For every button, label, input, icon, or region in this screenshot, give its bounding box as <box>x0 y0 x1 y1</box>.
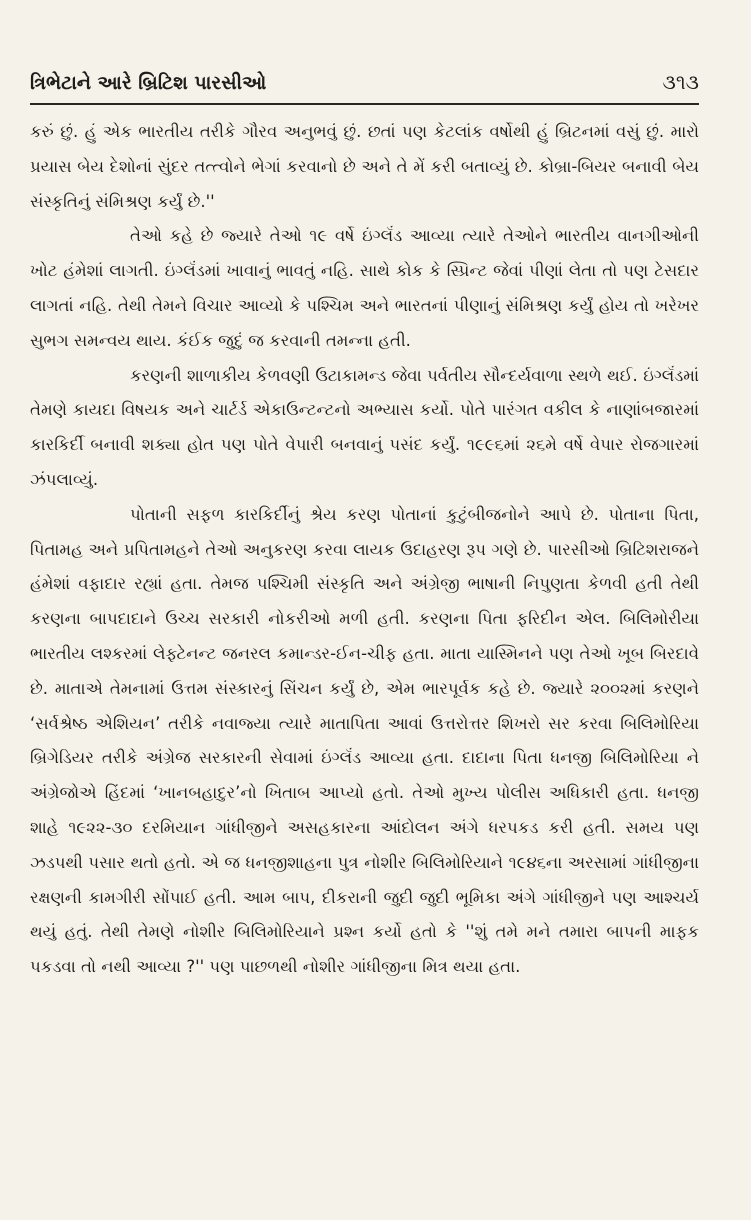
running-header <box>30 68 699 97</box>
paragraph-2: તેઓ કહે છે જ્યારે તેઓ ૧૯ વર્ષે ઇંગ્લૅંડ આવ્યા ત્યારે તેઓને ભારતીય વાનગીઓની ખોટ હંમેશાં લાગતી. ઇંગ્લૅંડમાં ખાવાનું ભાવતું નહિ. સાથે કોક કે સ્પ્રિન્ટ જેવાં પીણાં લેતા તો પણ ટેસદાર લાગતાં નહિ. તેથી તેમને વિચાર આવ્યો કે પશ્ચિમ અને ભારતનાં પીણાનું સંમિશ્રણ કર્યું હોય તો ખરેખર સુભગ સમન્વય થાય. કંઈક જુદું જ કરવાની તમન્ના હતી. <box>30 226 699 350</box>
header-rule <box>30 103 699 105</box>
paragraph-1: કરું છું. હું એક ભારતીય તરીકે ગૌરવ અનુભવું છું. છતાં પણ કેટલાંક વર્ષોથી હું બ્રિટનમાં વસું છું. મારો પ્રયાસ બેય દેશોનાં સુંદર તત્ત્વોને ભેગાં કરવાનો છે અને તે મેં કરી બતાવ્યું છે. કોબ્રા-બિયર બનાવી બેય સંસ્કૃતિનું સંમિશ્રણ કર્યું છે.'' <box>30 122 699 211</box>
paragraph-4: પોતાની સફળ કારકિર્દીનું શ્રેય કરણ પોતાનાં કુટુંબીજનોને આપે છે. પોતાના પિતા, પિતામહ અને પ્રપિતામહને તેઓ અનુકરણ કરવા લાયક ઉદાહરણ રૂપ ગણે છે. પારસીઓ બ્રિટિશરાજને હંમેશાં વફાદાર રહ્યાં હતા. તેમજ પશ્ચિમી સંસ્કૃતિ અને અંગ્રેજી ભાષાની નિપુણતા કેળવી હતી તેથી કરણના બાપદાદાને ઉચ્ચ સરકારી નોકરીઓ મળી હતી. કરણના પિતા ફરિદીન એલ. બિલિમોરીયા ભારતીય લશ્કરમાં લેફ્ટેનન્ટ જનરલ કમાન્ડર-ઈન-ચીફ હતા. માતા યાસ્મિનને પણ તેઓ ખૂબ બિરદાવે છે. માતાએ તેમનામાં ઉત્તમ સંસ્કારનું સિંચન કર્યું છે, એમ ભારપૂર્વક કહે છે. જ્યારે ૨૦૦૨માં કરણને ‘સર્વશ્રેષ્ઠ એશિયન’ તરીકે નવાજ્યા ત્યારે માતાપિતા આવાં ઉત્તરોત્તર શિખરો સર કરવા બિલિમોરિયા બ્રિગેડિયર તરીકે અંગ્રેજ સરકારની સેવામાં ઇંગ્લૅંડ આવ્યા હતા. દાદાના પિતા ધનજી બિલિમોરિયા ને અંગ્રેજોએ હિંદમાં ‘ખાનબહાદુર’નો ખિતાબ આપ્યો હતો. તેઓ મુખ્ય પોલીસ અધિકારી હતા. ધનજી શાહે ૧૯૨૨-૩૦ દરમિયાન ગાંધીજીને અસહકારના આંદોલન અંગે ધરપકડ કરી હતી. સમય પણ ઝડપથી પસાર થતો હતો. એ જ ધનજીશાહના પુત્ર નોશીર બિલિમોરિયાને ૧૯૪૬ના અરસામાં ગાંધીજીના રક્ષણની કામગીરી સોંપાઈ હતી. આમ બાપ, દીકરાની જુદી જુદી ભૂમિકા અંગે ગાંધીજીને પણ આશ્ચર્ય થયું હતું. તેથી તેમણે નોશીર બિલિમોરિયાને પ્રશ્ન કર્યો હતો કે ''શું તમે મને તમારા બાપની માફક પકડવા તો નથી આવ્યા ?'' પણ પાછળથી નોશીર ગાંધીજીના મિત્ર થયા હતા. <box>30 504 699 977</box>
page-number: ૩૧૩ <box>662 70 699 94</box>
paragraph-3: કરણની શાળાકીય કેળવણી ઉટાકામન્ડ જેવા પર્વતીય સૌન્દર્યવાળા સ્થળે થઈ. ઇંગ્લૅંડમાં તેમણે કાયદા વિષયક અને ચાર્ટર્ડ એકાઉન્ટન્ટનો અભ્યાસ કર્યો. પોતે પારંગત વકીલ કે નાણાંબજારમાં કારકિર્દી બનાવી શક્યા હોત પણ પોતે વેપારી બનવાનું પસંદ કર્યું. ૧૯૯૬માં ૨૬મે વર્ષે વેપાર રોજગારમાં ઝંપલાવ્યું. <box>30 365 699 489</box>
running-title: ત્રિભેટાને આરે બ્રિટિશ પારસીઓ <box>30 72 267 94</box>
